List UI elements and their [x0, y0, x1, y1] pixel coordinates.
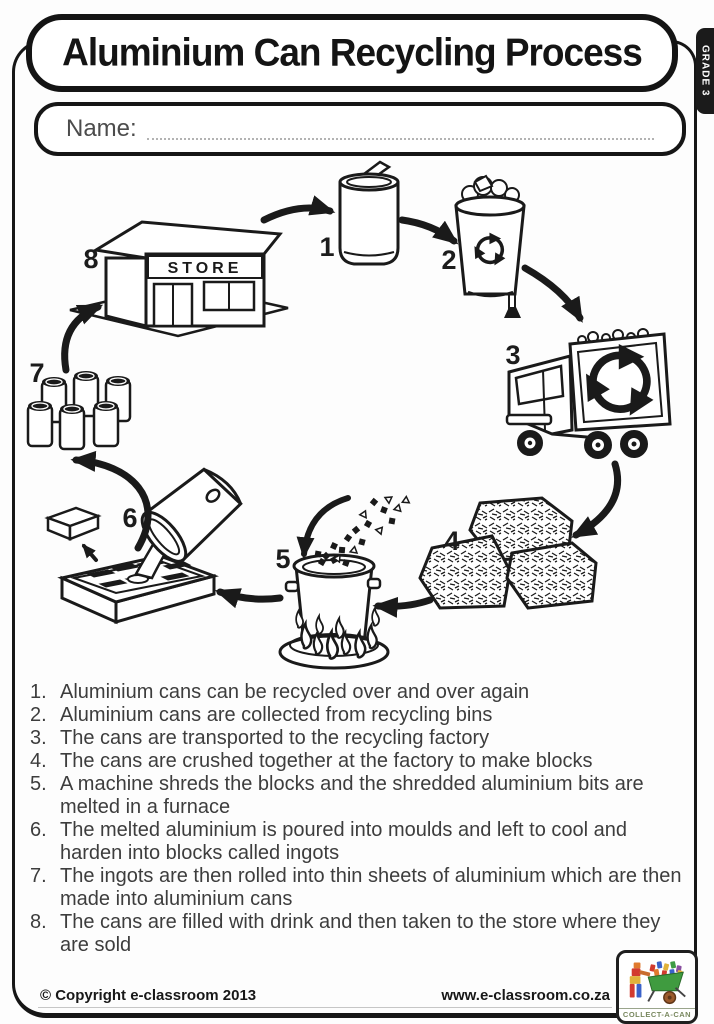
copyright-text: © Copyright e-classroom 2013	[40, 987, 257, 1004]
step-number-2: 2	[441, 245, 457, 275]
step-number-3: 3	[505, 340, 521, 370]
furnace-illustration	[280, 494, 410, 668]
step-number-5: 5	[275, 544, 291, 574]
item-text: The melted aluminium is poured into moulds and left to cool and harden into blocks called ingots	[60, 819, 627, 864]
logo-label: COLLECT-A-CAN	[619, 1008, 695, 1021]
name-input-line[interactable]	[147, 118, 654, 140]
step-number-7: 7	[29, 358, 45, 388]
list-item	[30, 773, 686, 819]
store-illustration	[70, 222, 288, 336]
item-number: 4.	[30, 750, 47, 772]
step-number-6: 6	[122, 503, 138, 533]
ingot-illustration	[48, 508, 98, 539]
grade-tab	[696, 28, 714, 114]
title-banner	[26, 14, 678, 92]
list-item	[30, 819, 686, 865]
list-item	[30, 750, 686, 773]
item-text: Aluminium cans are collected from recycling bins	[60, 704, 493, 726]
item-number: 8.	[30, 911, 47, 933]
instructions-list	[30, 681, 686, 957]
footer-divider	[38, 1007, 612, 1008]
item-number: 7.	[30, 865, 47, 887]
arrow-can-to-bin	[402, 220, 454, 241]
item-text: The cans are transported to the recycling factory	[60, 727, 490, 749]
arrow-shred-to-furnace	[304, 498, 348, 554]
wheelbarrow-icon	[619, 953, 695, 1008]
list-item	[30, 727, 686, 750]
collect-a-can-logo	[616, 950, 698, 1024]
recycling-cycle-diagram	[12, 158, 696, 670]
list-item	[30, 865, 686, 911]
item-number: 3.	[30, 727, 47, 749]
arrow-blocks-to-furnace	[378, 600, 430, 606]
list-item	[30, 681, 686, 704]
recycling-bin-illustration	[456, 176, 524, 318]
name-label: Name:	[66, 115, 137, 142]
item-number: 1.	[30, 681, 47, 703]
store-sign: STORE	[167, 260, 243, 277]
item-text: Aluminium cans can be recycled over and over again	[60, 681, 530, 703]
bin-pole-foot	[504, 307, 521, 318]
grade-tab-label: GRADE 3	[699, 45, 711, 97]
item-text: A machine shreds the blocks and the shredded aluminium bits are melted in a furnace	[60, 773, 644, 818]
arrow-store-to-can	[264, 208, 330, 220]
recycling-truck-illustration	[507, 329, 670, 458]
item-number: 2.	[30, 704, 47, 726]
list-item	[30, 704, 686, 727]
list-item	[30, 911, 686, 957]
name-field-box	[34, 102, 686, 156]
arrow-truck-to-blocks	[576, 464, 618, 535]
mould-illustration	[62, 461, 247, 622]
arrow-bin-to-truck	[525, 268, 580, 318]
arrow-furnace-to-mould	[220, 592, 280, 599]
aluminium-can-illustration	[340, 162, 398, 264]
step-number-4: 4	[444, 526, 460, 556]
item-number: 6.	[30, 819, 47, 841]
step-number-1: 1	[319, 232, 335, 262]
item-number: 5.	[30, 773, 47, 795]
item-text: The cans are filled with drink and then taken to the store where they are sold	[60, 911, 661, 956]
website-link[interactable]: www.e-classroom.co.za	[441, 987, 610, 1004]
item-text: The ingots are then rolled into thin sheets of aluminium which are then made into aluminium cans	[60, 865, 682, 910]
arrow-mould-to-ingot	[84, 546, 96, 560]
page-title: Aluminium Can Recycling Process	[62, 31, 642, 74]
step-number-8: 8	[83, 244, 99, 274]
item-text: The cans are crushed together at the factory to make blocks	[60, 750, 593, 772]
